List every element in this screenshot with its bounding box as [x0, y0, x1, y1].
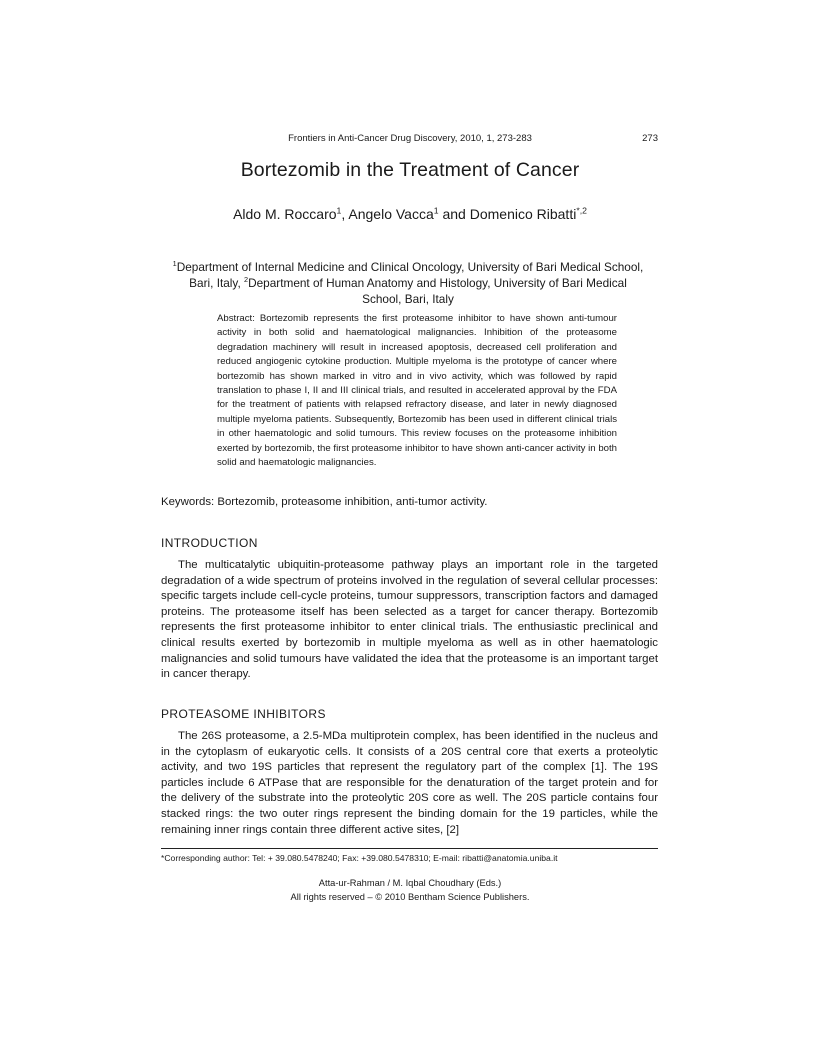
abstract [217, 312, 617, 470]
affiliation-marker: 1 [336, 205, 342, 216]
introduction-paragraph: The multicatalytic ubiquitin-proteasome pathway plays an important role in the targeted degradation of a wide spectrum of proteins involved in the regulation of several cellular processes: specific targets include cell-cycle proteins, tumour suppressors, transcription factors and damaged proteins. The proteasome itself has been selected as a target for cancer therapy. Bortezomib represents the first proteasome inhibitor to enter clinical trials. The enthusiastic preclinical and clinical results exerted by bortezomib in multiple myeloma as well as in other haematologic malignancies and solid tumours have validated the idea that the proteasome is an important target in cancer therapy. [161, 559, 658, 681]
keywords-text: Bortezomib, proteasome inhibition, anti-tumor activity. [217, 496, 488, 508]
author-name: Aldo M. Roccaro [233, 206, 337, 222]
proteasome-inhibitors-paragraph: The 26S proteasome, a 2.5-MDa multiprotein complex, has been identified in the nucleus and in the cytoplasm of eukaryotic cells. It consists of a 20S central core that exerts a proteolytic activity, and two 19S particles that represent the regulatory part of the complex [1]. The 19S particles include 6 ATPase that are responsible for the denaturation of the target protein and for the delivery of the substrate into the proteolytic 20S core as well. The 20S particle contains four stacked rings: the two outer rings represent the binding domain for the 19 particles, while the remaining inner rings contain three different active sites, [2] [161, 730, 658, 836]
journal-citation: Frontiers in Anti-Cancer Drug Discovery, 2010, 1, 273-283 [288, 133, 532, 144]
affiliations [168, 259, 648, 307]
author-list [160, 206, 660, 222]
footnote-divider [161, 848, 658, 849]
page-number: 273 [642, 133, 658, 144]
keywords [161, 496, 658, 508]
affiliation-text: Department of Human Anatomy and Histology, University of Bari Medical School, Bari, Italy [248, 276, 627, 306]
article-title: Bortezomib in the Treatment of Cancer [240, 159, 580, 181]
keywords-label: Keywords: [161, 496, 215, 508]
section-heading-introduction: INTRODUCTION [161, 536, 258, 550]
footer-editors: Atta-ur-Rahman / M. Iqbal Choudhary (Eds.) [318, 878, 502, 888]
footer-rights: All rights reserved – © 2010 Bentham Science Publishers. [290, 892, 530, 902]
affiliation-text: Department of Internal Medicine and Clinical Oncology, University of Bari Medical School, Bari, Italy, [176, 260, 644, 290]
affiliation-marker: 2 [244, 275, 249, 285]
affiliation-marker: *,2 [576, 205, 587, 216]
author-separator: and [438, 206, 470, 222]
section-heading-proteasome-inhibitors: PROTEASOME INHIBITORS [161, 707, 326, 721]
abstract-label: Abstract: [217, 313, 255, 324]
author-name: Angelo Vacca [348, 206, 434, 222]
abstract-text: Bortezomib represents the first proteasome inhibitor to have shown anti-tumour activity in both solid and haematological malignancies. Inhibition of the proteasome degradation machinery will result in increased apoptosis, decreased cell proliferation and reduced angiogenic cytokine production. Multiple myeloma is the prototype of cancer where bortezomib has shown marked in vitro and in vivo activity, which was followed by rapid translation to phase I, II and III clinical trials, and resulted in accelerated approval by the FDA for the treatment of patients with relapsed refractory disease, and later in newly diagnosed multiple myeloma patients. Subsequently, Bortezomib has been used in different clinical trials in other haematologic and solid tumours. This review focuses on the proteasome inhibition exerted by bortezomib, the first proteasome inhibitor to have shown anti-cancer activity in both solid and haematologic malignancies. [217, 313, 617, 469]
affiliation-marker: 1 [172, 259, 177, 269]
corresponding-author-footnote: *Corresponding author: Tel: + 39.080.5478240; Fax: +39.080.5478310; E-mail: ribatti@anatomia.uniba.it [161, 853, 558, 863]
author-name: Domenico Ribatti [469, 206, 577, 222]
affiliation-marker: 1 [433, 205, 439, 216]
author-separator: , [341, 206, 349, 222]
